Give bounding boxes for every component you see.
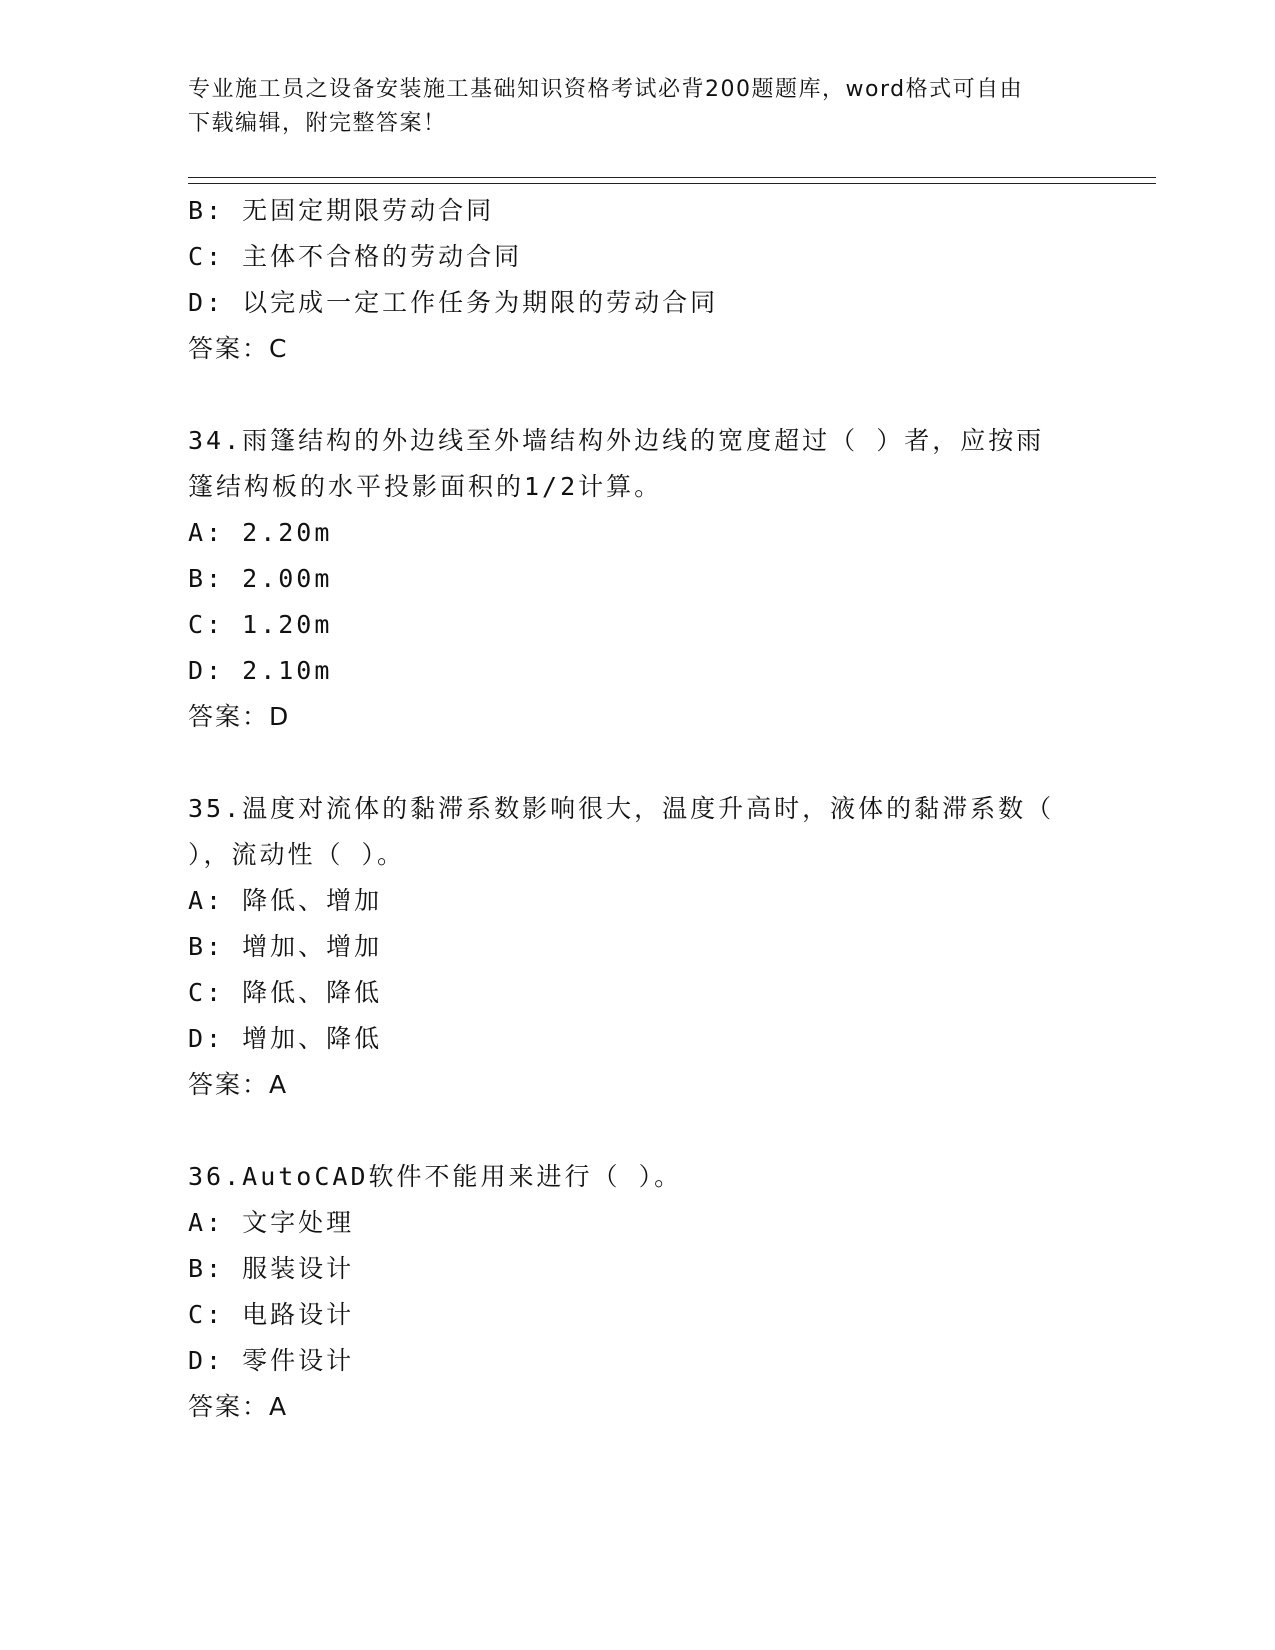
option-b: B: 服装设计: [188, 1254, 355, 1283]
option-b: B: 无固定期限劳动合同: [188, 196, 495, 225]
option-c: C: 1.20m: [188, 610, 333, 639]
option-b: B: 2.00m: [188, 564, 333, 593]
answer: 答案：C: [188, 334, 289, 363]
question-33-tail: [188, 188, 1088, 372]
answer: 答案：A: [188, 1392, 289, 1421]
question-35: [188, 786, 1088, 1108]
option-c: C: 主体不合格的劳动合同: [188, 242, 523, 271]
option-d: D: 以完成一定工作任务为期限的劳动合同: [188, 288, 719, 317]
header-divider-top: [188, 177, 1156, 178]
question-stem-line-1: 36.AutoCAD软件不能用来进行（ ）。: [188, 1162, 683, 1191]
question-stem-line-1: 35.温度对流体的黏滞系数影响很大，温度升高时，液体的黏滞系数（: [188, 794, 1055, 823]
option-d: D: 2.10m: [188, 656, 333, 685]
option-a: A: 2.20m: [188, 518, 333, 547]
option-d: D: 增加、降低: [188, 1024, 383, 1053]
option-c: C: 电路设计: [188, 1300, 355, 1329]
option-c: C: 降低、降低: [188, 978, 383, 1007]
answer: 答案：A: [188, 1070, 289, 1099]
option-a: A: 文字处理: [188, 1208, 355, 1237]
header-divider-bottom: [188, 183, 1156, 184]
question-list: [188, 188, 1088, 1430]
header-line-2: 下载编辑，附完整答案！: [188, 111, 447, 136]
option-b: B: 增加、增加: [188, 932, 383, 961]
header-line-1: 专业施工员之设备安装施工基础知识资格考试必背200题题库，word格式可自由: [188, 77, 1024, 102]
question-34: [188, 418, 1088, 740]
option-d: D: 零件设计: [188, 1346, 355, 1375]
document-header: [188, 73, 1088, 141]
question-stem-line-2: 篷结构板的水平投影面积的1/2计算。: [188, 472, 663, 501]
answer: 答案：D: [188, 702, 291, 731]
option-a: A: 降低、增加: [188, 886, 383, 915]
question-stem-line-2: ），流动性（ ）。: [188, 840, 406, 869]
question-36: [188, 1154, 1088, 1430]
question-stem-line-1: 34.雨篷结构的外边线至外墙结构外边线的宽度超过（ ）者，应按雨: [188, 426, 1045, 455]
